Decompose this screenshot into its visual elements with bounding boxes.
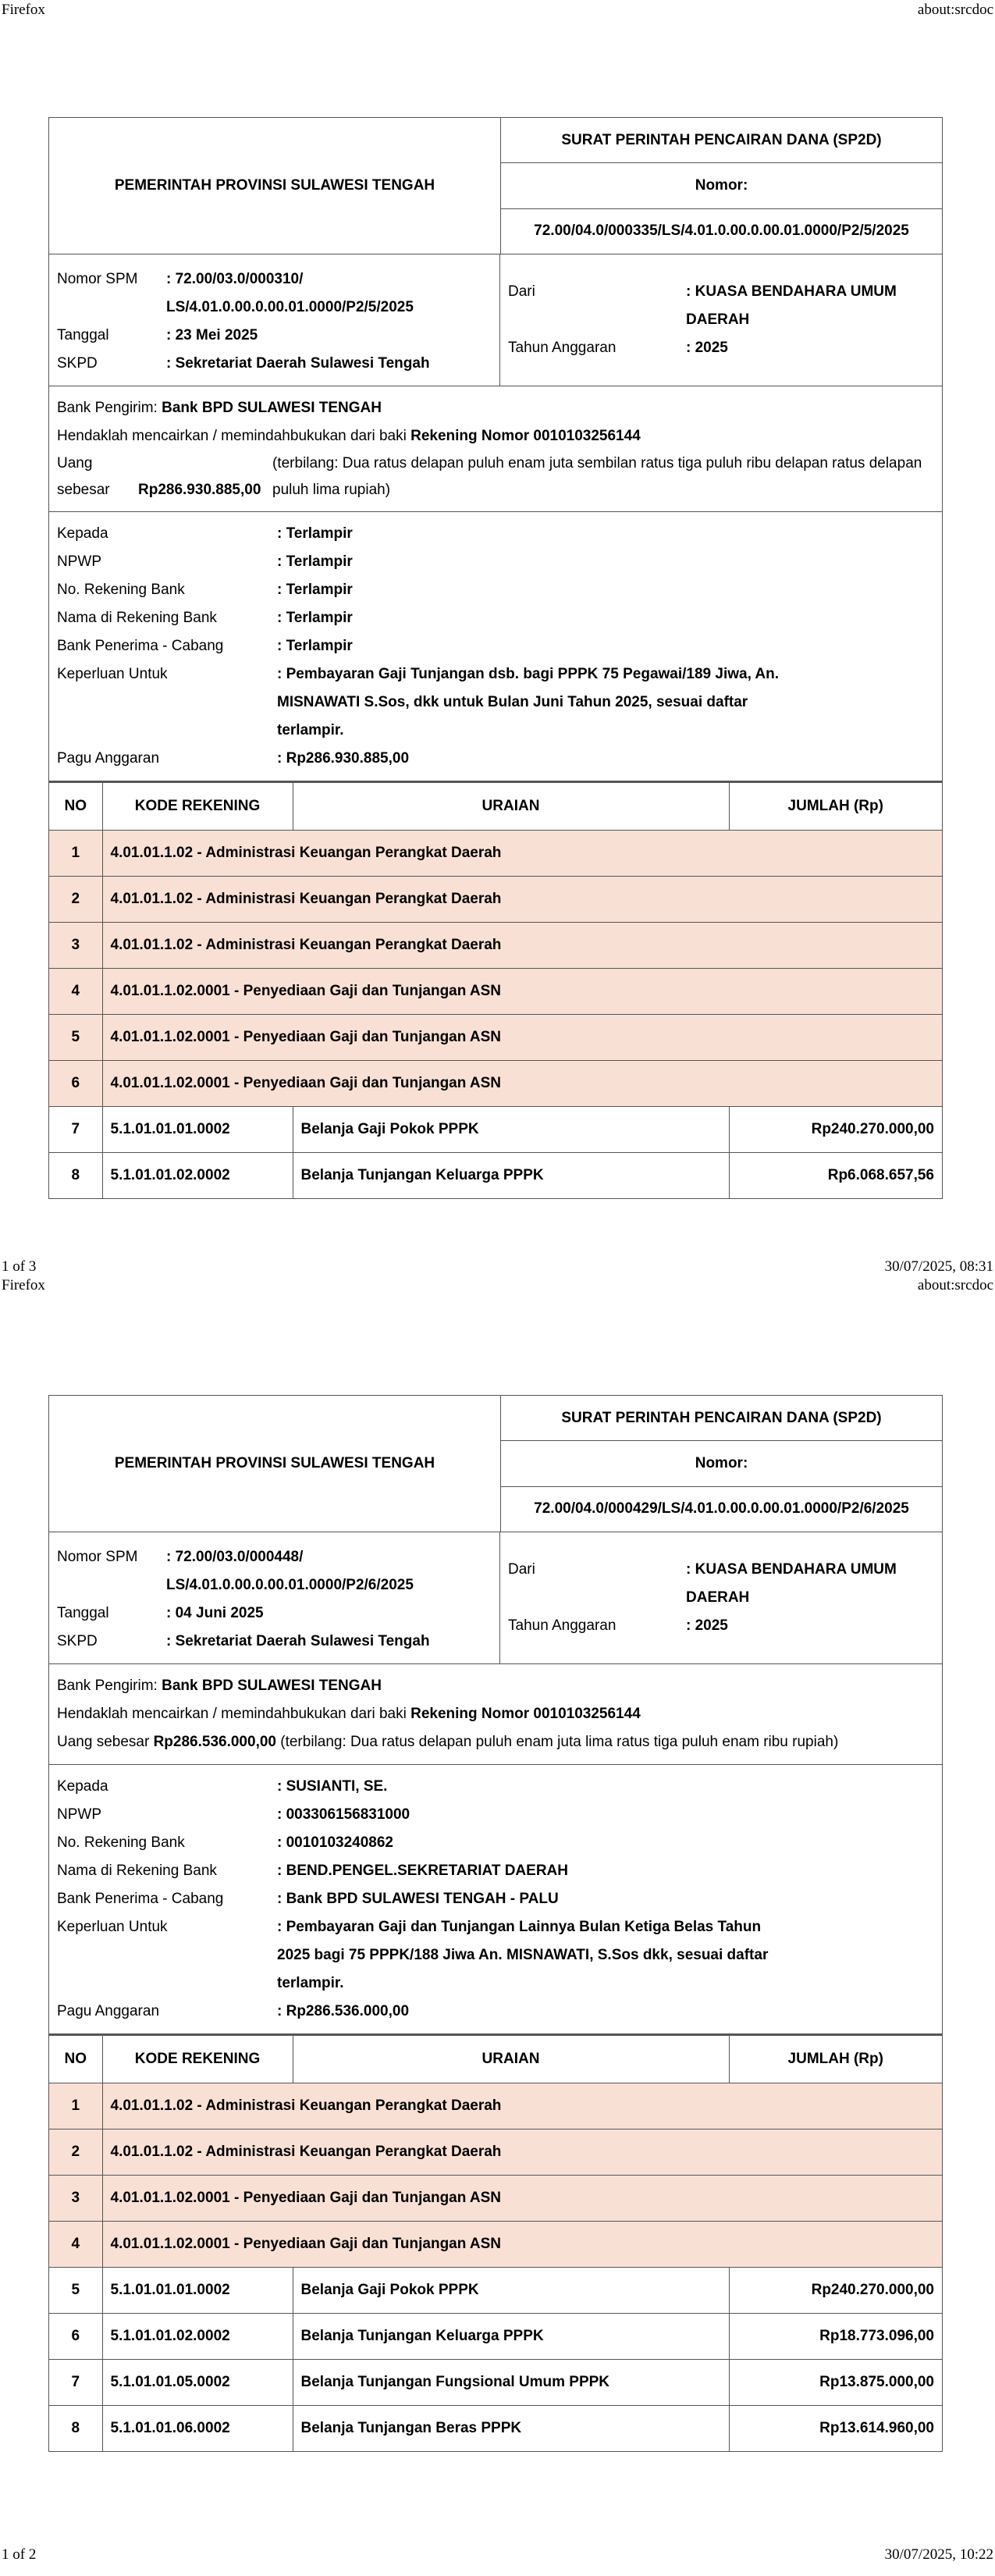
row-jumlah: Rp240.270.000,00	[729, 1107, 942, 1153]
label: Tahun Anggaran	[508, 340, 617, 356]
label: NPWP	[57, 553, 101, 570]
label: Bank Pengirim:	[57, 1678, 162, 1694]
row-no: 8	[49, 1153, 102, 1199]
value: Bank BPD SULAWESI TENGAH	[162, 1678, 382, 1694]
row-kode: 4.01.01.1.02.0001 - Penyediaan Gaji dan Tunjangan ASN	[102, 2176, 942, 2222]
table-row	[49, 1061, 942, 1107]
terbilang: (terbilang: Dua ratus delapan puluh enam juta sembilan ratus tiga puluh ribu delapan ratus delapan puluh lima rupiah)	[272, 455, 922, 498]
row-uraian: Belanja Gaji Pokok PPPK	[293, 2268, 729, 2314]
value: : 2025	[686, 1617, 728, 1634]
label: Uang sebesar	[57, 1734, 154, 1750]
value: DAERAH	[686, 1589, 750, 1606]
row-no: 3	[49, 923, 102, 969]
table-row	[49, 2176, 942, 2222]
label: sebesar	[57, 482, 110, 498]
label: Pagu Anggaran	[57, 750, 160, 767]
nomor-label: Nomor:	[501, 1441, 942, 1486]
table-row	[49, 1153, 942, 1199]
header-kode: KODE REKENING	[102, 783, 293, 831]
value: : 04 Juni 2025	[166, 1605, 264, 1621]
row-no: 4	[49, 2222, 102, 2268]
browser-name: Firefox	[2, 1277, 45, 1293]
table-row	[49, 1107, 942, 1153]
table-row	[49, 877, 942, 923]
value: : Bank BPD SULAWESI TENGAH - PALU	[277, 1891, 559, 1907]
label: Tahun Anggaran	[508, 1617, 617, 1634]
print-timestamp: 30/07/2025, 10:22	[884, 2546, 993, 2563]
table-row	[49, 2360, 942, 2406]
table-row	[49, 2268, 942, 2314]
row-kode: 5.1.01.01.05.0002	[102, 2360, 293, 2406]
header-no: NO	[49, 783, 102, 831]
label: SKPD	[57, 1633, 98, 1649]
value: : Terlampir	[277, 553, 353, 570]
row-jumlah: Rp6.068.657,56	[729, 1153, 942, 1199]
header-uraian: URAIAN	[293, 2036, 729, 2083]
page-url: about:srcdoc	[917, 1277, 993, 1293]
row-uraian: Belanja Tunjangan Fungsional Umum PPPK	[293, 2360, 729, 2406]
label: Nomor SPM	[57, 271, 138, 287]
label: NPWP	[57, 1806, 101, 1823]
label: Dari	[508, 283, 535, 300]
row-kode: 5.1.01.01.01.0002	[102, 1107, 293, 1153]
value: Bank BPD SULAWESI TENGAH	[162, 400, 382, 416]
row-no: 7	[49, 1107, 102, 1153]
row-no: 4	[49, 969, 102, 1015]
label: No. Rekening Bank	[57, 582, 185, 598]
row-uraian: Belanja Tunjangan Beras PPPK	[293, 2406, 729, 2452]
label: Kepada	[57, 525, 108, 542]
value: : Terlampir	[277, 638, 353, 654]
table-row	[49, 831, 942, 877]
table-row	[49, 2314, 942, 2360]
label: Dari	[508, 1561, 535, 1578]
spm-info	[49, 1532, 500, 1663]
page-url: about:srcdoc	[917, 2, 993, 18]
row-no: 6	[49, 1061, 102, 1107]
label: Keperluan Untuk	[57, 1919, 168, 1935]
sp2d-document	[48, 1395, 943, 2452]
row-kode: 5.1.01.01.01.0002	[102, 2268, 293, 2314]
row-no: 1	[49, 2083, 102, 2129]
value: : Terlampir	[277, 525, 353, 542]
value: : Pembayaran Gaji dan Tunjangan Lainnya Bulan Ketiga Belas Tahun 2025 bagi 75 PPPK/188 Jiwa An. MISNAWATI, S.Sos dkk, sesuai daftar terlampir.	[277, 1919, 769, 1991]
value: : 72.00/03.0/000310/	[166, 271, 304, 287]
pemprov-heading: PEMERINTAH PROVINSI SULAWESI TENGAH	[49, 1396, 501, 1532]
dari-info	[500, 254, 942, 386]
nomor-value: 72.00/04.0/000335/LS/4.01.0.00.0.00.01.0000/P2/5/2025	[534, 222, 909, 240]
value: : 0010103240862	[277, 1834, 393, 1851]
row-kode: 4.01.01.1.02 - Administrasi Keuangan Perangkat Daerah	[102, 831, 942, 877]
header-uraian: URAIAN	[293, 783, 729, 831]
browser-name: Firefox	[2, 2, 45, 18]
value: : 003306156831000	[277, 1806, 410, 1823]
row-no: 2	[49, 2129, 102, 2176]
row-no: 6	[49, 2314, 102, 2360]
value: LS/4.01.0.00.0.00.01.0000/P2/6/2025	[166, 1577, 414, 1593]
label: Keperluan Untuk	[57, 666, 168, 682]
nomor-label: Nomor:	[501, 163, 942, 208]
recipient-info	[49, 512, 942, 781]
label: Uang	[57, 455, 93, 471]
row-no: 8	[49, 2406, 102, 2452]
page-count: 1 of 2	[2, 2546, 37, 2563]
row-uraian: Belanja Tunjangan Keluarga PPPK	[293, 1153, 729, 1199]
row-kode: 4.01.01.1.02.0001 - Penyediaan Gaji dan Tunjangan ASN	[102, 1061, 942, 1107]
sp2d-document	[48, 117, 943, 1199]
row-jumlah: Rp240.270.000,00	[729, 2268, 942, 2314]
value: : Sekretariat Daerah Sulawesi Tengah	[166, 1633, 430, 1649]
header-no: NO	[49, 2036, 102, 2083]
value: : Pembayaran Gaji Tunjangan dsb. bagi PPPK 75 Pegawai/189 Jiwa, An. MISNAWATI S.Sos, dkk untuk Bulan Juni Tahun 2025, sesuai daftar terlampir.	[277, 666, 780, 738]
value: LS/4.01.0.00.0.00.01.0000/P2/5/2025	[166, 299, 414, 315]
label: Hendaklah mencairkan / memindahbukukan dari baki	[57, 428, 411, 444]
row-jumlah: Rp18.773.096,00	[729, 2314, 942, 2360]
label: Tanggal	[57, 1605, 109, 1621]
row-uraian: Belanja Gaji Pokok PPPK	[293, 1107, 729, 1153]
table-row	[49, 969, 942, 1015]
value: : 2025	[686, 340, 728, 356]
row-kode: 4.01.01.1.02 - Administrasi Keuangan Perangkat Daerah	[102, 923, 942, 969]
value: : 23 Mei 2025	[166, 327, 258, 343]
dari-info	[500, 1532, 942, 1663]
row-no: 1	[49, 831, 102, 877]
row-no: 5	[49, 1015, 102, 1061]
value: : 72.00/03.0/000448/	[166, 1549, 304, 1565]
row-no: 5	[49, 2268, 102, 2314]
label: Kepada	[57, 1778, 108, 1795]
row-no: 2	[49, 877, 102, 923]
table-row	[49, 2129, 942, 2176]
value: : BEND.PENGEL.SEKRETARIAT DAERAH	[277, 1863, 568, 1879]
document-title: SURAT PERINTAH PENCAIRAN DANA (SP2D)	[501, 118, 942, 163]
table-row	[49, 2406, 942, 2452]
value: : Terlampir	[277, 582, 353, 598]
nomor-value: 72.00/04.0/000429/LS/4.01.0.00.0.00.01.0000/P2/6/2025	[534, 1500, 909, 1517]
row-kode: 5.1.01.01.06.0002	[102, 2406, 293, 2452]
label: Pagu Anggaran	[57, 2003, 160, 2019]
detail-table	[49, 781, 942, 1198]
value: : Rp286.536.000,00	[277, 2003, 410, 2019]
recipient-info	[49, 1765, 942, 2033]
header-kode: KODE REKENING	[102, 2036, 293, 2083]
value: DAERAH	[686, 311, 750, 328]
spm-info	[49, 254, 500, 386]
bank-info	[49, 1664, 942, 1765]
label: Nama di Rekening Bank	[57, 610, 217, 626]
row-no: 7	[49, 2360, 102, 2406]
amount: Rp286.930.885,00	[138, 482, 261, 498]
label: Nama di Rekening Bank	[57, 1863, 217, 1879]
row-kode: 5.1.01.01.02.0002	[102, 2314, 293, 2360]
value: Rekening Nomor 0010103256144	[410, 1706, 641, 1722]
row-kode: 4.01.01.1.02 - Administrasi Keuangan Perangkat Daerah	[102, 2083, 942, 2129]
table-row	[49, 1015, 942, 1061]
header-jumlah: JUMLAH (Rp)	[729, 2036, 942, 2083]
table-row	[49, 923, 942, 969]
value: : KUASA BENDAHARA UMUM	[686, 1561, 897, 1578]
detail-table	[49, 2033, 942, 2451]
value: Rekening Nomor 0010103256144	[410, 428, 641, 444]
label: Bank Pengirim:	[57, 400, 162, 416]
row-no: 3	[49, 2176, 102, 2222]
row-kode: 4.01.01.1.02.0001 - Penyediaan Gaji dan Tunjangan ASN	[102, 2222, 942, 2268]
pemprov-heading: PEMERINTAH PROVINSI SULAWESI TENGAH	[49, 118, 501, 254]
label: SKPD	[57, 355, 98, 372]
value: : Terlampir	[277, 610, 353, 626]
label: Bank Penerima - Cabang	[57, 1891, 224, 1907]
terbilang: (terbilang: Dua ratus delapan puluh enam juta lima ratus tiga puluh enam ribu rupiah)	[275, 1734, 839, 1750]
label: Bank Penerima - Cabang	[57, 638, 224, 654]
document-title: SURAT PERINTAH PENCAIRAN DANA (SP2D)	[501, 1396, 942, 1441]
print-timestamp: 30/07/2025, 08:31	[884, 1258, 993, 1275]
label: Tanggal	[57, 327, 109, 343]
row-kode: 4.01.01.1.02.0001 - Penyediaan Gaji dan Tunjangan ASN	[102, 1015, 942, 1061]
row-jumlah: Rp13.875.000,00	[729, 2360, 942, 2406]
row-kode: 5.1.01.01.02.0002	[102, 1153, 293, 1199]
label: Hendaklah mencairkan / memindahbukukan dari baki	[57, 1706, 411, 1722]
value: : SUSIANTI, SE.	[277, 1778, 388, 1795]
table-row	[49, 2222, 942, 2268]
row-uraian: Belanja Tunjangan Keluarga PPPK	[293, 2314, 729, 2360]
amount: Rp286.536.000,00	[153, 1734, 276, 1750]
value: : Rp286.930.885,00	[277, 750, 410, 767]
page-count: 1 of 3	[2, 1258, 37, 1275]
label: Nomor SPM	[57, 1549, 138, 1565]
value: : KUASA BENDAHARA UMUM	[686, 283, 897, 300]
row-jumlah: Rp13.614.960,00	[729, 2406, 942, 2452]
label: No. Rekening Bank	[57, 1834, 185, 1851]
row-kode: 4.01.01.1.02.0001 - Penyediaan Gaji dan Tunjangan ASN	[102, 969, 942, 1015]
table-row	[49, 2083, 942, 2129]
row-kode: 4.01.01.1.02 - Administrasi Keuangan Perangkat Daerah	[102, 877, 942, 923]
header-jumlah: JUMLAH (Rp)	[729, 783, 942, 831]
row-kode: 4.01.01.1.02 - Administrasi Keuangan Perangkat Daerah	[102, 2129, 942, 2176]
bank-info	[49, 386, 942, 512]
value: : Sekretariat Daerah Sulawesi Tengah	[166, 355, 430, 372]
